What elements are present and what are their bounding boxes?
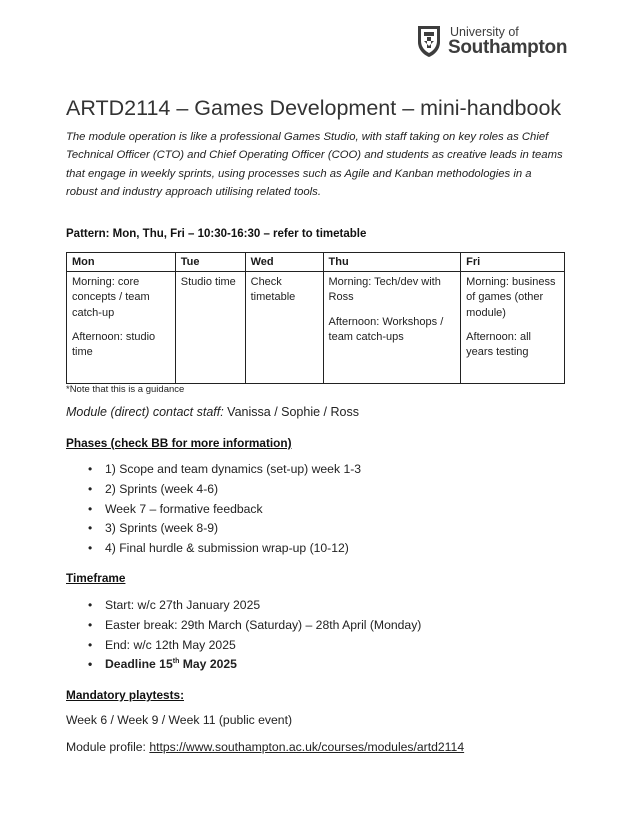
logo-line2: Southampton [448, 37, 568, 58]
fri-afternoon: Afternoon: all years testing [466, 330, 531, 359]
cell-tue [175, 272, 245, 384]
university-shield-icon [416, 24, 442, 58]
playtests-text: Week 6 / Week 9 / Week 11 (public event) [66, 713, 293, 727]
thu-afternoon: Afternoon: Workshops / team catch-ups [328, 315, 444, 343]
list-item: • 3) Sprints (week 8-9) [88, 519, 361, 539]
contact-value: Vanissa / Sophie / Ross [223, 405, 359, 419]
cell-thu [323, 272, 461, 384]
cell-fri [461, 272, 565, 384]
timeframe-heading: Timeframe [66, 571, 126, 585]
timetable [66, 252, 565, 384]
timetable-header-row [67, 253, 565, 272]
list-item: • 1) Scope and team dynamics (set-up) week 1-3 [88, 460, 361, 480]
cell-mon [67, 272, 176, 384]
list-item: • End: w/c 12th May 2025 [88, 636, 421, 656]
guidance-note: *Note that this is a guidance [66, 384, 185, 395]
deadline-pre: Deadline 15 [105, 657, 173, 672]
timetable-row [67, 272, 565, 384]
list-item: • 4) Final hurdle & submission wrap-up (10-12) [88, 539, 361, 559]
deadline-post: May 2025 [179, 657, 237, 672]
deadline-sup: th [172, 658, 180, 666]
pattern-heading: Pattern: Mon, Thu, Fri – 10:30-16:30 – refer to timetable [66, 228, 367, 240]
contact-label: Module (direct) contact staff: [66, 405, 224, 419]
header-mon: Mon [67, 253, 176, 272]
cell-wed [245, 272, 323, 384]
fri-morning: Morning: business of games (other module) [466, 276, 556, 319]
logo-line1: University of [450, 25, 519, 39]
list-item: • Week 7 – formative feedback [88, 500, 361, 520]
profile-label: Module profile: [66, 740, 150, 754]
thu-morning: Morning: Tech/dev with Ross [328, 276, 441, 304]
page-title: ARTD2114 – Games Development – mini-handbook [66, 96, 562, 120]
contact-staff [66, 405, 359, 419]
phases-list [88, 460, 361, 559]
playtests-heading: Mandatory playtests: [66, 688, 184, 702]
header-wed: Wed [245, 253, 323, 272]
intro-paragraph: The module operation is like a professional Games Studio, with staff taking on key roles as Chief Technical Officer (CTO) and Chief Operating Officer (COO) and students as creative leads in teams that engage in weekly sprints, using processes such as Agile and Kanban methodologies in a robust and industry approach utilising related tools. [66, 131, 563, 198]
deadline-item [88, 655, 421, 675]
university-logo [416, 22, 576, 62]
module-profile-link[interactable]: https://www.southampton.ac.uk/courses/modules/artd2114 [149, 740, 465, 754]
list-item: • Easter break: 29th March (Saturday) – 28th April (Monday) [88, 616, 421, 636]
phases-heading: Phases (check BB for more information) [66, 436, 292, 450]
header-thu: Thu [323, 253, 461, 272]
timeframe-list [88, 596, 421, 675]
mon-afternoon: Afternoon: studio time [72, 330, 156, 359]
header-fri: Fri [461, 253, 565, 272]
mon-morning: Morning: core concepts / team catch-up [72, 276, 150, 319]
wed-text: Check timetable [250, 276, 296, 304]
module-profile [66, 740, 464, 754]
list-item: • Start: w/c 27th January 2025 [88, 596, 421, 616]
list-item: • 2) Sprints (week 4-6) [88, 480, 361, 500]
header-tue: Tue [175, 253, 245, 272]
tue-text: Studio time [180, 276, 236, 288]
